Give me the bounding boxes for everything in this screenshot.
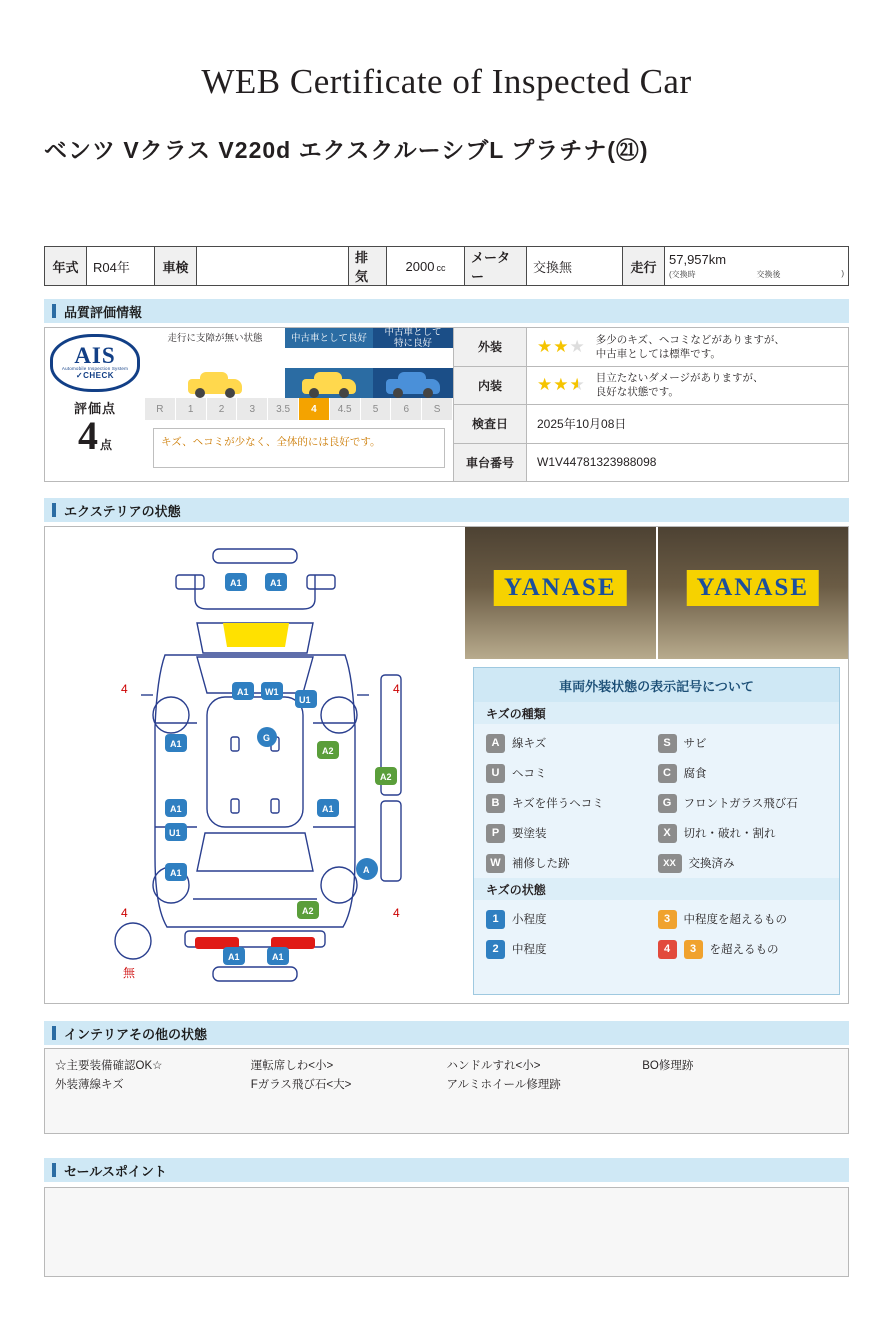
section-title-quality: 品質評価情報	[64, 304, 143, 320]
legend-label: 交換済み	[688, 858, 735, 870]
quality-row-chassis-number	[454, 444, 848, 482]
interior-note: 運転席しわ<小>	[250, 1060, 334, 1072]
legend-label: 腐食	[683, 768, 707, 780]
grade-cell: 1	[176, 398, 207, 420]
grade-cell: 6	[391, 398, 422, 420]
section-title-exterior: エクステリアの状態	[64, 503, 181, 519]
legend-label: 中程度	[512, 944, 547, 956]
exterior-panel	[44, 526, 849, 1004]
svg-text:A1: A1	[170, 804, 182, 814]
legend-badge-icon: W	[486, 854, 505, 873]
interior-note: 外装薄線キズ	[55, 1079, 124, 1091]
legend-panel	[473, 667, 840, 995]
legend-label: サビ	[683, 738, 707, 750]
legend-item	[658, 904, 830, 934]
grade-cell: 2	[207, 398, 238, 420]
quality-row-label: 内装	[454, 367, 527, 405]
legend-badge-icon: S	[658, 734, 677, 753]
scale-label-3b: 特に良好	[393, 338, 432, 349]
svg-text:A1: A1	[228, 952, 240, 962]
legend-item	[658, 758, 830, 788]
interior-note: ハンドルすれ<小>	[446, 1060, 541, 1072]
photos-and-legend	[465, 527, 848, 1003]
spec-meter-value: 交換無	[527, 247, 623, 285]
svg-text:W1: W1	[265, 687, 279, 697]
section-accent-bar	[52, 503, 56, 517]
photo-row	[465, 527, 848, 659]
quality-row-exterior	[454, 328, 848, 367]
spec-displacement-label: 排気	[349, 247, 387, 285]
spec-mileage-value	[665, 247, 848, 285]
ais-logo-icon	[50, 334, 140, 392]
legend-badge-icon: 4	[658, 940, 677, 959]
quality-row-label: 外装	[454, 328, 527, 366]
diagram-corner-number: 4	[393, 906, 400, 920]
spec-inspection-label: 車検	[155, 247, 197, 285]
quality-row-inspection-date	[454, 405, 848, 444]
chassis-number-value: W1V44781323988098	[537, 455, 657, 470]
car-icon-cell-1	[145, 368, 285, 398]
spec-table	[44, 246, 849, 286]
legend-title: 車両外装状態の表示記号について	[474, 668, 839, 702]
dealer-logo: YANASE	[686, 570, 819, 606]
svg-text:A1: A1	[272, 952, 284, 962]
svg-text:A2: A2	[380, 772, 392, 782]
legend-badge-icon: U	[486, 764, 505, 783]
svg-text:U1: U1	[169, 828, 181, 838]
svg-text:A: A	[363, 865, 370, 875]
interior-note: BO修理跡	[642, 1060, 694, 1072]
legend-states-grid	[474, 900, 839, 964]
legend-badge-icon: X	[658, 824, 677, 843]
grade-cell-selected: 4	[299, 398, 330, 420]
interior-note-column	[251, 1057, 447, 1125]
legend-subtitle-kind: キズの種類	[474, 702, 839, 724]
svg-text:A1: A1	[170, 868, 182, 878]
ais-score-column	[45, 328, 145, 481]
interior-note-column	[447, 1057, 643, 1125]
car-icon	[188, 368, 242, 398]
diagram-no-mark: 無	[123, 966, 136, 980]
car-damage-diagram	[45, 527, 465, 1003]
legend-item	[486, 904, 658, 934]
mileage-number: 57,957km	[669, 252, 727, 267]
legend-item	[486, 728, 658, 758]
legend-label: 補修した跡	[512, 858, 570, 870]
svg-text:A1: A1	[237, 687, 249, 697]
legend-kinds-grid	[474, 724, 839, 878]
spec-inspection-value	[197, 247, 349, 285]
interior-notes-panel	[44, 1048, 849, 1134]
legend-label: キズを伴うヘコミ	[512, 798, 604, 810]
quality-row-text	[596, 371, 764, 399]
section-accent-bar	[52, 1163, 56, 1177]
interior-note: アルミホイール修理跡	[446, 1079, 561, 1091]
legend-label: 小程度	[512, 914, 547, 926]
score-label: 評価点	[73, 401, 116, 416]
legend-badge-icon-secondary: 3	[684, 940, 703, 959]
section-header-interior	[44, 1021, 849, 1045]
section-header-exterior	[44, 498, 849, 522]
dealer-logo: YANASE	[494, 570, 627, 606]
legend-item	[486, 848, 658, 878]
spec-year-value: R04年	[87, 247, 155, 285]
legend-badge-icon: A	[486, 734, 505, 753]
score-value-row	[77, 413, 112, 458]
quality-text-line1: 多少のキズ、ヘコミなどがありますが、	[595, 333, 785, 346]
svg-text:A1: A1	[270, 578, 282, 588]
legend-badge-icon: 3	[658, 910, 677, 929]
vehicle-photo	[658, 527, 849, 659]
legend-item	[658, 728, 830, 758]
score-unit: 点	[99, 438, 112, 452]
car-icon	[386, 368, 440, 398]
legend-label: フロントガラス飛び石	[683, 798, 798, 810]
legend-label: 切れ・破れ・割れ	[683, 828, 776, 840]
score-value: 4	[77, 413, 98, 458]
quality-panel	[44, 327, 849, 482]
diagram-corner-number: 4	[121, 682, 128, 696]
ais-check-text: ✓CHECK	[75, 371, 115, 380]
quality-comment: キズ、ヘコミが少なく、全体的には良好です。	[153, 428, 445, 468]
quality-row-label: 検査日	[454, 405, 527, 443]
page-title: WEB Certificate of Inspected Car	[201, 62, 692, 101]
svg-text:U1: U1	[299, 695, 311, 705]
interior-note: Fガラス飛び石<大>	[250, 1079, 352, 1091]
legend-label: を超えるもの	[709, 944, 779, 956]
grade-cell: 3.5	[268, 398, 299, 420]
ais-logo-text: AIS	[74, 343, 116, 368]
ais-logo-subtitle: Automobile Inspection System	[61, 366, 129, 371]
section-accent-bar	[52, 304, 56, 318]
legend-item	[486, 818, 658, 848]
rating-stars: ★ ★ ★	[537, 375, 586, 395]
section-title-interior: インテリアその他の状態	[64, 1026, 208, 1042]
quality-text-line2: 中古車としては標準です。	[595, 347, 721, 360]
legend-item	[658, 818, 830, 848]
legend-item	[486, 758, 658, 788]
car-icon-cell-2	[285, 368, 373, 398]
displacement-unit: cc	[436, 262, 446, 273]
legend-item	[486, 788, 658, 818]
legend-badge-icon: XX	[658, 854, 682, 873]
car-icon	[302, 368, 356, 398]
svg-text:A2: A2	[322, 746, 334, 756]
legend-subtitle-state: キズの状態	[474, 878, 839, 900]
section-header-sales	[44, 1158, 849, 1182]
scale-label-2: 中古車として良好	[285, 328, 373, 348]
grade-cell: S	[422, 398, 453, 420]
section-title-sales: セールスポイント	[64, 1163, 167, 1179]
legend-badge-icon: C	[658, 764, 677, 783]
diagram-corner-number: 4	[121, 906, 128, 920]
mileage-note-left: (交換時	[669, 270, 696, 279]
rating-stars: ★ ★ ★	[537, 336, 586, 356]
sales-points-panel	[44, 1187, 849, 1277]
interior-note-column	[55, 1057, 251, 1125]
quality-row-value	[527, 367, 848, 405]
grade-bar	[145, 398, 453, 420]
grade-scale-column	[145, 328, 453, 481]
quality-row-text	[596, 333, 785, 361]
scale-label-3	[373, 328, 453, 348]
legend-badge-icon: B	[486, 794, 505, 813]
quality-row-value	[527, 328, 848, 366]
car-model-title: ベンツ Vクラス V220d エクスクルーシブL プラチナ(㉑)	[44, 137, 649, 163]
svg-text:A1: A1	[170, 739, 182, 749]
scale-label-1: 走行に支障が無い状態	[167, 332, 263, 344]
interior-note: ☆主要装備確認OK☆	[55, 1060, 163, 1072]
legend-badge-icon: 1	[486, 910, 505, 929]
legend-label: 線キズ	[512, 738, 547, 750]
quality-row-interior	[454, 367, 848, 406]
legend-label: 中程度を超えるもの	[683, 914, 787, 926]
spec-displacement-value	[387, 247, 465, 285]
inspection-date-value: 2025年10月08日	[537, 417, 627, 432]
section-accent-bar	[52, 1026, 56, 1040]
legend-item	[486, 934, 658, 964]
svg-text:A2: A2	[302, 906, 314, 916]
legend-badge-icon: G	[658, 794, 677, 813]
legend-label: ヘコミ	[512, 768, 547, 780]
scale-label-3a: 中古車として	[384, 327, 442, 338]
car-icon-cell-3	[373, 368, 453, 398]
diagram-corner-number: 4	[393, 682, 400, 696]
scale-labels	[145, 328, 453, 348]
svg-text:A1: A1	[322, 804, 334, 814]
vehicle-photo	[465, 527, 658, 659]
mileage-note-mid: 交換後	[756, 270, 781, 279]
grade-cell: 5	[361, 398, 392, 420]
legend-badge-icon: 2	[486, 940, 505, 959]
certificate-page	[0, 62, 893, 1325]
quality-row-label: 車台番号	[454, 444, 527, 482]
grade-cell: 3	[237, 398, 268, 420]
svg-text:A1: A1	[230, 578, 242, 588]
section-header-quality	[44, 299, 849, 323]
legend-item	[658, 934, 830, 964]
scale-car-icons	[145, 348, 453, 398]
legend-item	[658, 788, 830, 818]
legend-label: 要塗装	[512, 828, 547, 840]
grade-cell: R	[145, 398, 176, 420]
grade-cell: 4.5	[330, 398, 361, 420]
spec-meter-label: メーター	[465, 247, 527, 285]
svg-text:G: G	[263, 733, 271, 743]
spec-year-label: 年式	[45, 247, 87, 285]
interior-note-column	[642, 1057, 838, 1125]
displacement-number: 2000	[405, 258, 435, 274]
mileage-note-right: )	[841, 269, 844, 278]
quality-text-line1: 目立たないダメージがありますが、	[595, 372, 764, 385]
legend-badge-icon: P	[486, 824, 505, 843]
spec-mileage-label: 走行	[623, 247, 665, 285]
quality-detail-column	[453, 328, 848, 481]
legend-item	[658, 848, 830, 878]
quality-text-line2: 良好な状態です。	[595, 386, 679, 399]
